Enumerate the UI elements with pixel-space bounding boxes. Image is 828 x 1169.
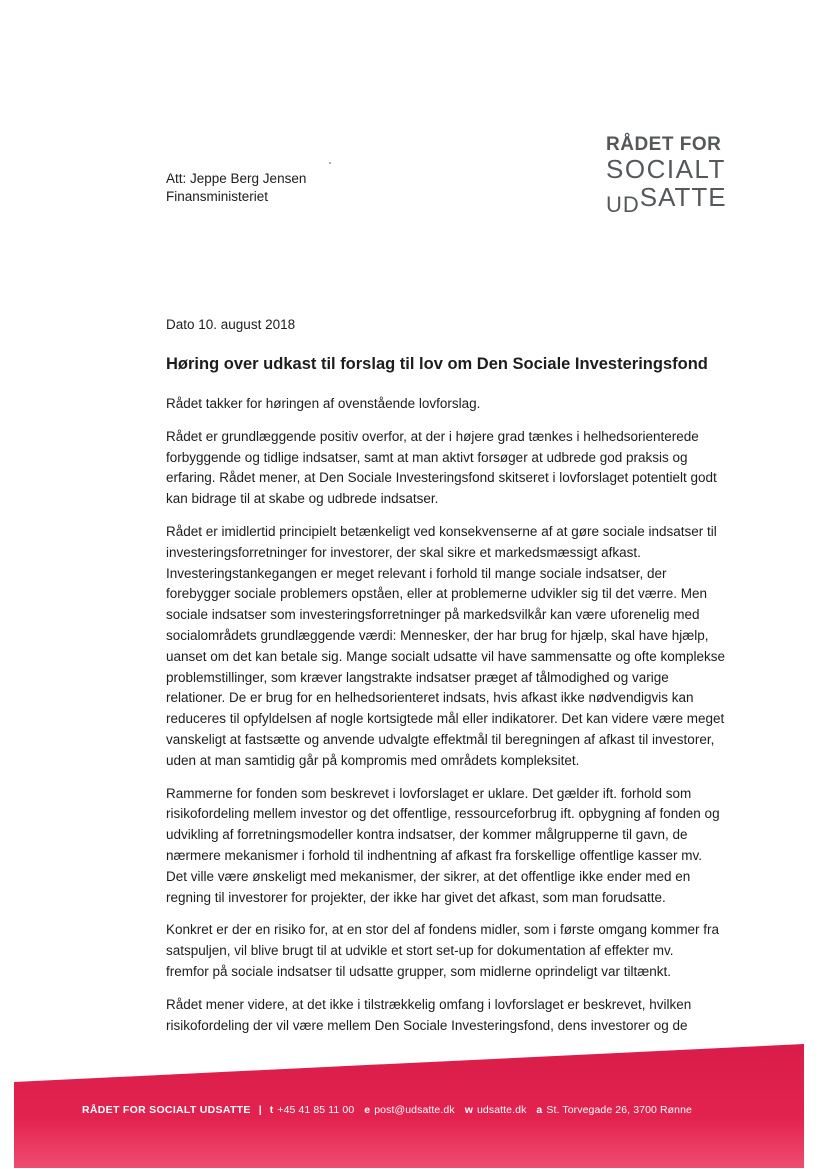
footer-phone-key: t [269,1104,274,1116]
paragraph-line: forebygger sociale problemers opståen, eller at problemerne udvikler sig til det værre. Men [166,586,708,602]
paragraph-line: satspuljen, vil blive brugt til at udvikle et stort set-up for dokumentation af effekter mv. [166,943,674,959]
letter-title: Høring over udkast til forslag til lov om Den Sociale Investeringsfond [166,355,708,373]
recipient-block [166,170,306,206]
body-paragraph [166,394,736,415]
paragraph-line: Rådet takker for høringen af ovenstående lovforslag. [166,396,481,411]
footer-phone[interactable]: +45 41 85 11 00 [277,1104,355,1116]
logo-line-3 [606,182,727,217]
footer-address-key: a [536,1104,543,1116]
logo-satte: SATTE [639,182,727,212]
paragraph-line: Rådet mener videre, at det ikke i tilstrækkelig omfang i lovforslaget er beskrevet, hvilken [166,996,692,1012]
paragraph-line: uanset om det kan betale sig. Mange socialt udsatte vil have sammensatte og ofte komplekse [166,648,726,664]
paragraph-line: reduceres til opfyldelsen af nogle kortsigtede mål eller indikatorer. Det kan videre være meget [166,711,725,727]
body-paragraph [166,522,736,772]
paragraph-line: investeringsforretninger for investorer, der skal sikre et markedsmæssigt afkast. [166,544,641,560]
footer-web-key: w [464,1104,473,1116]
paragraph-line: Rådet er imidlertid principielt betænkeligt ved konsekvenserne af at gøre sociale indsatser til [166,523,717,539]
footer-org: RÅDET FOR SOCIALT UDSATTE [82,1104,251,1116]
paragraph-line: Det ville være ønskeligt med mekanismer, der sikrer, at det offentlige ikke ender med en [166,868,691,884]
paragraph-line: udvikling af forretningsmodeller kontra indsatser, der kommer målgrupperne til gavn, de [166,827,688,843]
letter-body [166,394,736,1048]
paragraph-line: risikofordeling der vil være mellem Den Sociale Investeringsfond, dens investorer og de [166,1017,688,1033]
body-paragraph [166,995,736,1037]
paragraph-line: Rådet er grundlæggende positiv overfor, at der i højere grad tænkes i helhedsorienterede [166,428,699,444]
recipient-org: Finansministeriet [166,189,269,204]
paragraph-line: risikofordeling mellem investor og det offentlige, ressourceforbrug ift. opbygning af fonden og [166,806,720,822]
paragraph-line: sociale indsatser som investeringsforretninger på markedsvilkår kan være uforenelig med [166,607,700,623]
paragraph-line: fremfor på sociale indsatser til udsatte grupper, som midlerne oprindeligt var tiltænkt. [166,963,671,979]
footer-web[interactable]: udsatte.dk [476,1104,527,1116]
logo-line-2: SOCIALT [606,154,726,184]
paragraph-line: Rammerne for fonden som beskrevet i lovforslaget er uklare. Det gælder ift. forhold som [166,785,692,801]
footer-contact [82,1104,692,1116]
paragraph-line: uden at man samtidig går på kompromis med områdets kompleksitet. [166,752,580,768]
paragraph-line: nærmere mekanismer i forhold til indhentning af afkast fra forskellige offentlige kasser mv. [166,847,702,863]
logo-ud: UD [606,192,640,217]
body-paragraph [166,427,736,510]
paragraph-line: forbyggende og tidlige indsatser, samt at man aktivt forsøger at udbrede god praksis og [166,449,688,465]
logo-line-1: RÅDET FOR [606,134,722,155]
paragraph-line: Konkret er der en risiko for, at en stor del af fondens midler, som i første omgang kommer fra [166,922,719,938]
footer-email-key: e [364,1104,371,1116]
paragraph-line: kan bidrage til at skabe og udbrede indsatser. [166,491,439,507]
paragraph-line: regning til investorer for projekter, der ikke har givet det afkast, som man forudsatte. [166,889,666,905]
paragraph-line: erfaring. Rådet mener, at Den Sociale Investeringsfond skitseret i lovforslaget potentielt godt [166,470,717,486]
letter-date: Dato 10. august 2018 [166,317,296,332]
body-paragraph [166,920,736,982]
footer-email[interactable]: post@udsatte.dk [374,1104,455,1116]
recipient-att: Att: Jeppe Berg Jensen [166,171,307,186]
paragraph-line: relationer. De er brug for en helhedsorienteret indsats, hvis afkast ikke nødvendigvis kan [166,690,694,706]
paragraph-line: socialområdets grundlæggende værdi: Mennesker, der har brug for hjælp, skal have hjælp, [166,627,709,643]
footer-address: St. Torvegade 26, 3700 Rønne [546,1104,692,1116]
paragraph-line: Investeringstankegangen er meget relevant i forhold til mange sociale indsatser, der [166,565,667,581]
body-paragraph [166,784,736,909]
scan-speck [329,162,331,164]
paragraph-line: problemstillinger, som kræver langstrakte indsatser præget af tålmodighed og varige [166,669,669,685]
paragraph-line: vanskeligt at fastsætte og anvende udvalgte effektmål til beregningen af afkast til investorer, [166,731,715,747]
footer-divider: | [258,1104,262,1116]
logo [606,134,727,217]
